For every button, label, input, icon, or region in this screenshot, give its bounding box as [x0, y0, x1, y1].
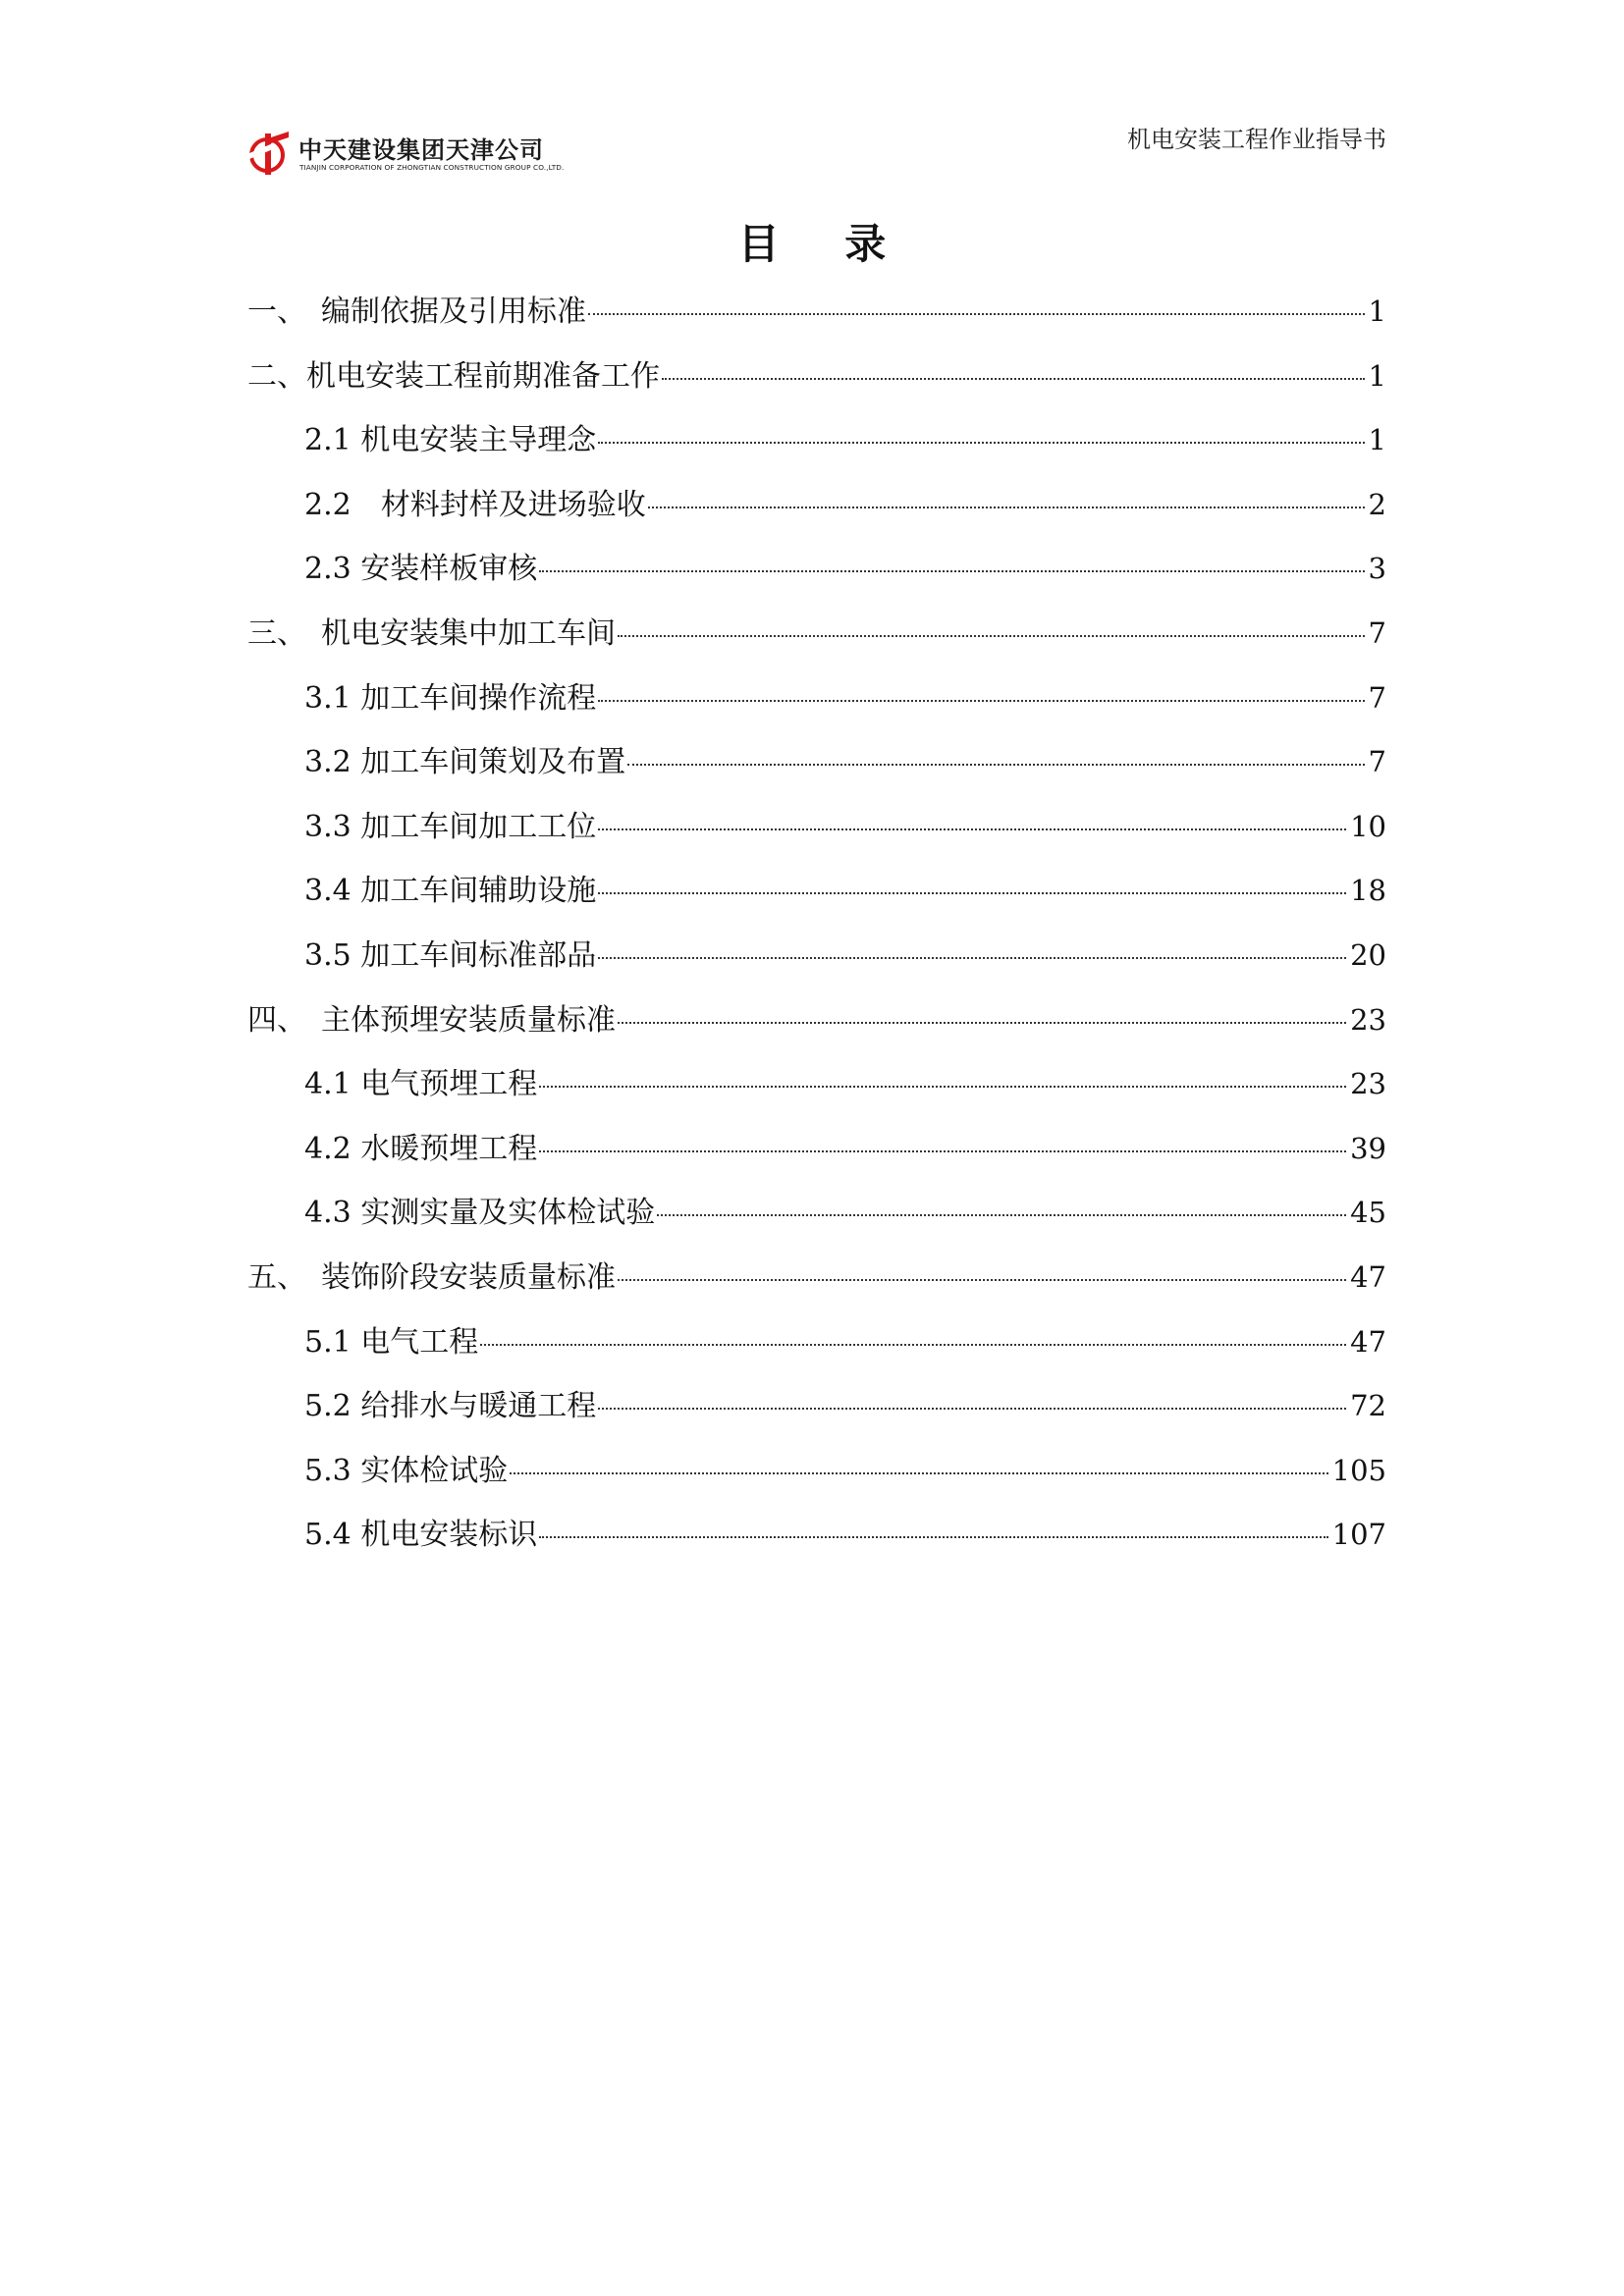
toc-section-entry[interactable] [247, 419, 1386, 484]
toc-chapter-entry[interactable] [247, 999, 1386, 1064]
toc-dot-leader [598, 956, 1346, 959]
toc-entry-page-number: 1 [1368, 423, 1386, 457]
toc-dot-leader [539, 569, 1364, 572]
toc-entry-label: 3.2 加工车间策划及布置 [304, 745, 626, 780]
company-name-en: TIANJIN CORPORATION OF ZHONGTIAN CONSTRUCTION GROUP CO.,LTD. [299, 163, 565, 172]
toc-dot-leader [598, 1407, 1346, 1410]
toc-section-entry[interactable] [247, 741, 1386, 806]
company-name-cn: 中天建设集团天津公司 [298, 136, 544, 164]
toc-dot-leader [598, 828, 1346, 830]
table-of-contents [247, 291, 1386, 1578]
toc-entry-label: 4.1 电气预埋工程 [304, 1067, 538, 1102]
toc-section-entry[interactable] [247, 1321, 1386, 1386]
toc-entry-label: 2.2 材料封样及进场验收 [304, 487, 646, 522]
toc-entry-page-number: 23 [1350, 1067, 1386, 1101]
toc-chapter-entry[interactable] [247, 291, 1386, 355]
toc-entry-page-number: 47 [1350, 1324, 1386, 1359]
toc-dot-leader [588, 312, 1365, 315]
toc-chapter-entry[interactable] [247, 1256, 1386, 1321]
toc-chapter-entry[interactable] [247, 613, 1386, 677]
toc-entry-page-number: 23 [1350, 1002, 1386, 1037]
toc-dot-leader [618, 1278, 1346, 1281]
toc-section-entry[interactable] [247, 1514, 1386, 1578]
toc-entry-page-number: 1 [1368, 294, 1386, 328]
toc-section-entry[interactable] [247, 1128, 1386, 1193]
toc-section-entry[interactable] [247, 870, 1386, 934]
toc-entry-label: 五、 装饰阶段安装质量标准 [247, 1259, 616, 1295]
toc-section-entry[interactable] [247, 806, 1386, 871]
toc-dot-leader [598, 891, 1346, 894]
toc-entry-page-number: 7 [1368, 615, 1386, 650]
toc-entry-label: 5.4 机电安装标识 [304, 1518, 538, 1553]
toc-section-entry[interactable] [247, 1192, 1386, 1256]
toc-entry-page-number: 10 [1350, 809, 1386, 843]
toc-section-entry[interactable] [247, 934, 1386, 999]
header-divider [247, 185, 1386, 186]
toc-dot-leader [657, 1213, 1346, 1216]
toc-dot-leader [618, 634, 1365, 637]
toc-section-entry[interactable] [247, 677, 1386, 742]
toc-section-entry[interactable] [247, 484, 1386, 549]
toc-entry-label: 四、 主体预埋安装质量标准 [247, 1002, 616, 1038]
toc-dot-leader [480, 1343, 1346, 1346]
toc-entry-label: 3.4 加工车间辅助设施 [304, 874, 597, 909]
toc-entry-label: 2.1 机电安装主导理念 [304, 423, 597, 458]
toc-dot-leader [539, 1535, 1327, 1538]
toc-entry-label: 三、 机电安装集中加工车间 [247, 615, 616, 651]
company-logo [247, 130, 591, 188]
toc-entry-label: 5.3 实体检试验 [304, 1453, 509, 1488]
toc-entry-label: 5.2 给排水与暖通工程 [304, 1389, 597, 1424]
toc-dot-leader [598, 699, 1364, 702]
toc-entry-label: 一、 编制依据及引用标准 [247, 294, 586, 329]
toc-entry-label: 2.3 安装样板审核 [304, 552, 538, 587]
toc-section-entry[interactable] [247, 1450, 1386, 1515]
toc-entry-page-number: 7 [1368, 745, 1386, 779]
toc-entry-page-number: 18 [1350, 874, 1386, 908]
toc-dot-leader [627, 763, 1364, 766]
toc-entry-page-number: 72 [1350, 1389, 1386, 1423]
toc-heading: 目 录 [737, 220, 912, 268]
toc-entry-page-number: 2 [1368, 487, 1386, 521]
toc-entry-label: 4.2 水暖预埋工程 [304, 1131, 538, 1166]
toc-entry-label: 3.5 加工车间标准部品 [304, 937, 597, 973]
toc-entry-label: 5.1 电气工程 [304, 1324, 479, 1360]
toc-entry-page-number: 39 [1350, 1131, 1386, 1165]
toc-entry-label: 3.1 加工车间操作流程 [304, 680, 597, 716]
toc-entry-label: 4.3 实测实量及实体检试验 [304, 1196, 656, 1231]
toc-chapter-entry[interactable] [247, 355, 1386, 420]
toc-dot-leader [539, 1085, 1346, 1088]
document-title: 机电安装工程作业指导书 [1127, 126, 1386, 153]
toc-entry-page-number: 1 [1368, 358, 1386, 393]
toc-section-entry[interactable] [247, 1385, 1386, 1450]
toc-section-entry[interactable] [247, 548, 1386, 613]
page-header [247, 108, 1386, 187]
toc-entry-page-number: 3 [1368, 552, 1386, 586]
toc-dot-leader [648, 506, 1365, 508]
toc-dot-leader [598, 441, 1364, 444]
toc-dot-leader [662, 377, 1365, 380]
toc-entry-page-number: 105 [1331, 1453, 1386, 1487]
toc-entry-page-number: 20 [1350, 937, 1386, 972]
toc-entry-page-number: 107 [1331, 1518, 1386, 1552]
toc-section-entry[interactable] [247, 1063, 1386, 1128]
company-logo-icon [247, 130, 291, 177]
toc-entry-label: 二、机电安装工程前期准备工作 [247, 358, 660, 394]
toc-dot-leader [618, 1021, 1346, 1024]
toc-entry-page-number: 45 [1350, 1196, 1386, 1230]
toc-entry-page-number: 7 [1368, 680, 1386, 715]
toc-entry-label: 3.3 加工车间加工工位 [304, 809, 597, 844]
toc-dot-leader [539, 1149, 1346, 1152]
toc-entry-page-number: 47 [1350, 1259, 1386, 1294]
toc-dot-leader [510, 1471, 1327, 1474]
